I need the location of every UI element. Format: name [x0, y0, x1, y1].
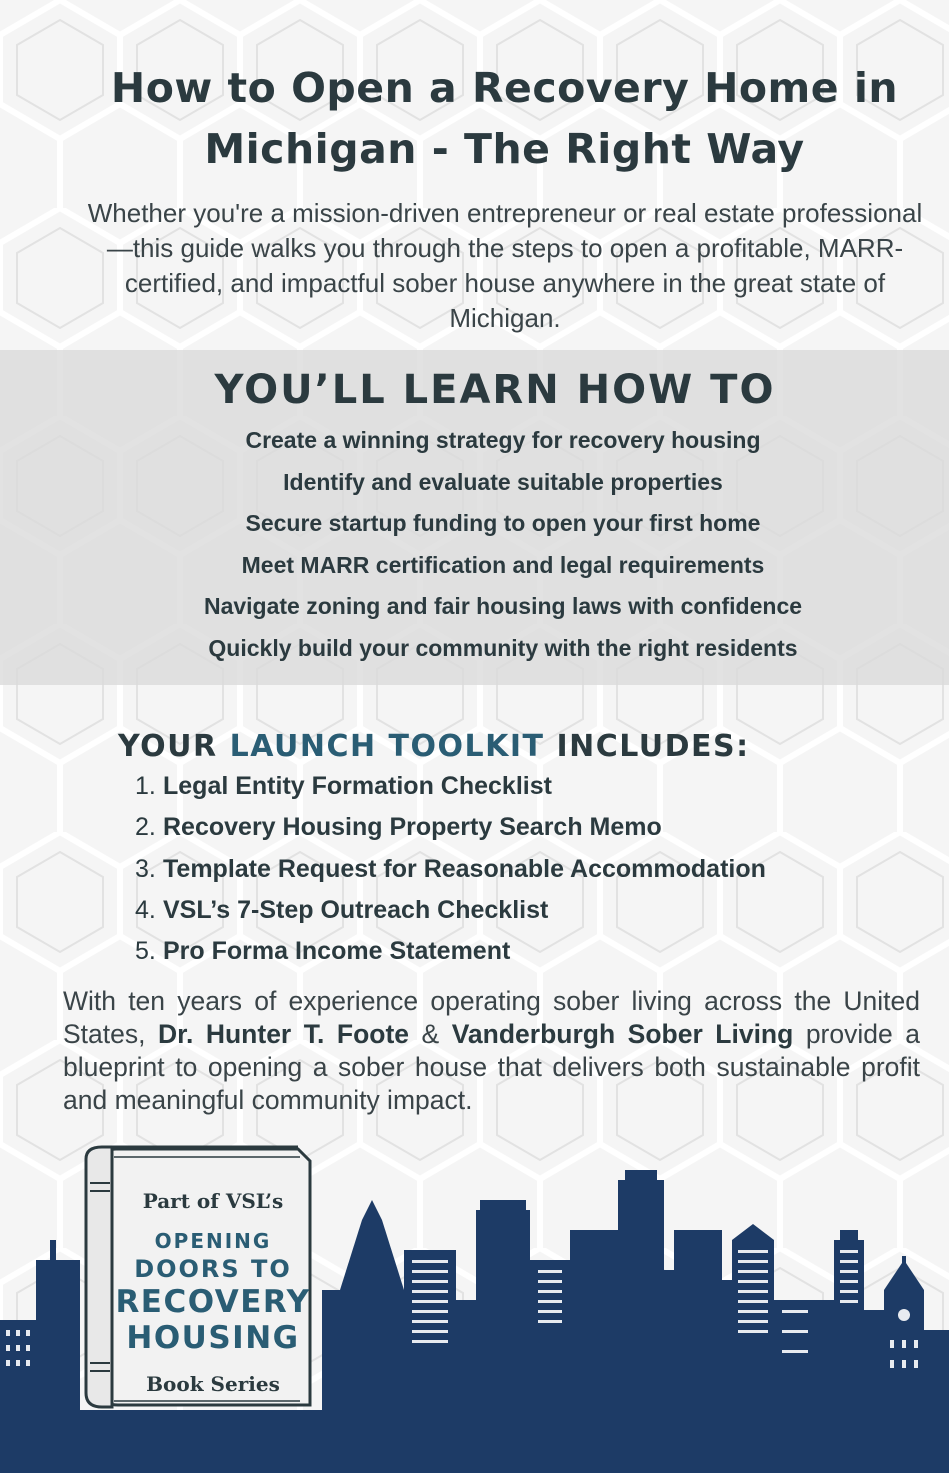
- closing-text-1: With ten years of experience operating sober living across the United States,: [63, 986, 920, 1049]
- closing-paragraph: [63, 985, 920, 1117]
- closing-text-2: provide a blueprint to opening a sober house that delivers both sustainable profit and meaningful community impact.: [63, 1019, 920, 1115]
- toolkit-heading: [118, 726, 750, 768]
- learn-heading: YOU’LL LEARN HOW TO: [214, 367, 776, 413]
- book-part-of: Part of VSL’s: [142, 1189, 284, 1213]
- learn-item: Quickly build your community with the right residents: [208, 634, 798, 661]
- toolkit-item: [135, 807, 766, 848]
- book-series-footer: Book Series: [146, 1372, 280, 1396]
- toolkit-item-label: Recovery Housing Property Search Memo: [163, 813, 662, 842]
- page-title: [60, 58, 949, 180]
- learn-item: Identify and evaluate suitable properties: [283, 468, 723, 495]
- organization-name: Vanderburgh Sober Living: [451, 1019, 794, 1049]
- title-line-2: Michigan - The Right Way: [204, 125, 805, 173]
- learn-item: Create a winning strategy for recovery housing: [245, 427, 761, 453]
- toolkit-item-label: VSL’s 7-Step Outreach Checklist: [163, 895, 549, 924]
- learn-item: Meet MARR certification and legal requirements: [241, 551, 765, 578]
- toolkit-item: [135, 849, 766, 890]
- toolkit-item: [135, 931, 766, 972]
- toolkit-item-number: 1.: [135, 772, 156, 800]
- toolkit-item-number: 4.: [135, 895, 156, 924]
- toolkit-item-label: Pro Forma Income Statement: [163, 937, 511, 966]
- toolkit-item: [135, 766, 766, 807]
- toolkit-item-number: 3.: [135, 854, 156, 883]
- book-cover-text: [112, 1186, 314, 1398]
- toolkit-item-label: Legal Entity Formation Checklist: [163, 772, 552, 800]
- closing-amp: &: [409, 1019, 452, 1049]
- learn-item: Secure startup funding to open your first home: [245, 510, 761, 537]
- toolkit-heading-prefix: YOUR: [118, 729, 218, 764]
- toolkit-heading-suffix: INCLUDES:: [556, 729, 750, 764]
- toolkit-list: [135, 766, 766, 972]
- book-series-line-2: DOORS TO: [134, 1255, 292, 1283]
- toolkit-heading-accent: LAUNCH TOOLKIT: [229, 729, 545, 764]
- toolkit-item-number: 5.: [135, 937, 156, 966]
- learn-list: [0, 420, 949, 670]
- book-series-line-3: RECOVERY: [115, 1284, 311, 1320]
- title-line-1: How to Open a Recovery Home in: [110, 64, 899, 112]
- toolkit-item: [135, 890, 766, 931]
- book-series-line-1: OPENING: [154, 1229, 272, 1253]
- book-series-line-4: HOUSING: [126, 1320, 300, 1356]
- book-series-title: [112, 1228, 314, 1356]
- author-name: Dr. Hunter T. Foote: [158, 1019, 410, 1049]
- toolkit-item-label: Template Request for Reasonable Accommodation: [163, 854, 766, 883]
- intro-paragraph: Whether you're a mission-driven entrepreneur or real estate professional—this guide walks you through the steps to open a profitable, MARR-certified, and impactful sober house anywhere in the great state of Michigan.: [87, 198, 923, 333]
- toolkit-item-number: 2.: [135, 813, 156, 842]
- learn-item: Navigate zoning and fair housing laws with confidence: [203, 593, 803, 620]
